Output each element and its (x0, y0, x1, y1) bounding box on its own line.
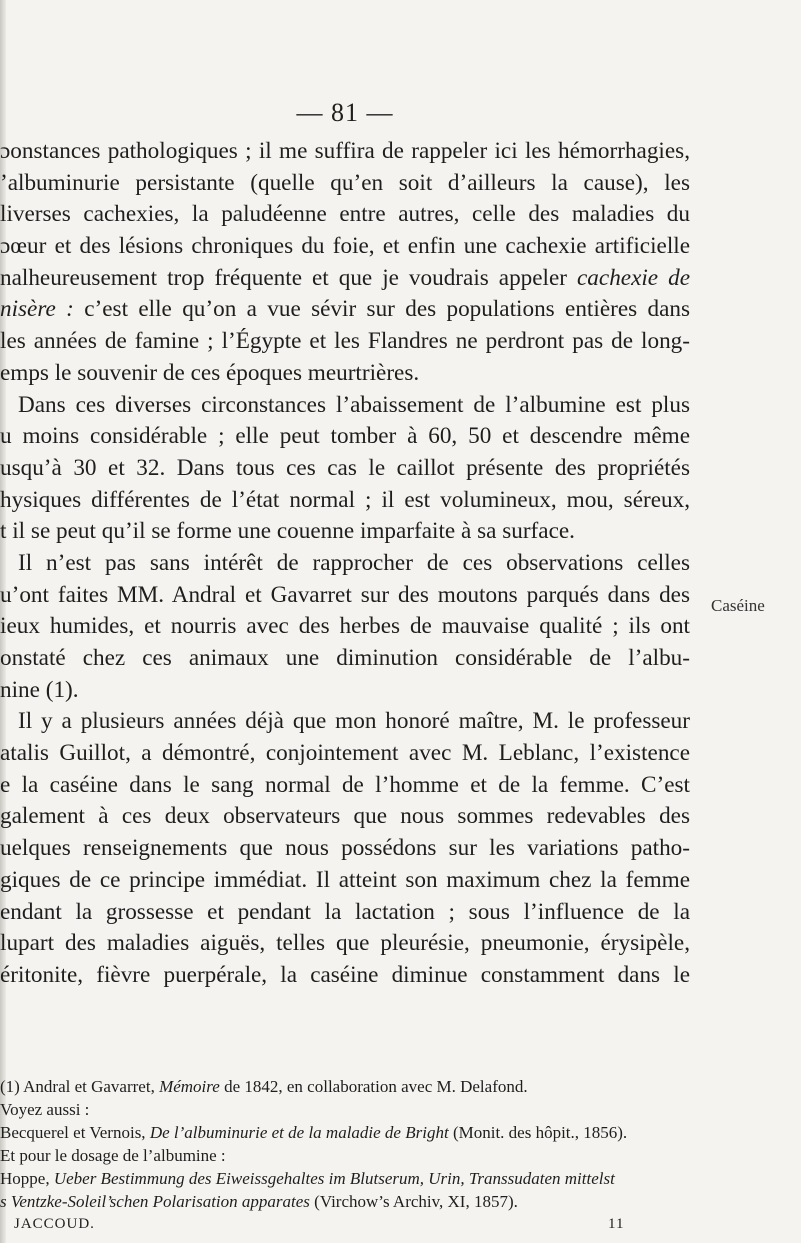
body-line-text: uelques renseignements que nous possédons sur les variations patho- (0, 835, 690, 862)
body-line-text: u moins considérable ; elle peut tomber à 60, 50 et descendre même (0, 423, 690, 450)
footnote-line (0, 1190, 690, 1213)
body-line (0, 865, 690, 897)
body-line-italic: cachexie de (577, 264, 690, 291)
footnote-text: (Virchow’s Archiv, XI, 1857). (309, 1192, 518, 1211)
footnote-line (0, 1121, 690, 1144)
footnote-text: (1) Andral et Gavarret, (0, 1077, 160, 1096)
body-line (0, 611, 690, 643)
body-line (0, 897, 690, 929)
body-line (0, 706, 690, 738)
body-line (0, 960, 690, 992)
body-text (0, 136, 690, 992)
body-line (0, 485, 690, 517)
body-line (0, 168, 690, 200)
body-line-text: ɔœur et des lésions chroniques du foie, et enfin une cachexie artificielle (0, 233, 690, 260)
body-line (0, 453, 690, 485)
footnote-line (0, 1075, 690, 1098)
body-line (0, 833, 690, 865)
body-line-text: u’ont faites MM. Andral et Gavarret sur des moutons parqués dans des (0, 581, 690, 608)
footnote-title: Mémoire (159, 1077, 220, 1096)
body-line (0, 770, 690, 802)
body-line (0, 928, 690, 960)
body-line-italic: nisère : (0, 296, 74, 323)
body-line (0, 516, 690, 548)
body-line (0, 199, 690, 231)
footnote-title: De l’albuminurie et de la maladie de Bright (149, 1123, 449, 1142)
footnote-text: Hoppe, (0, 1169, 54, 1188)
body-line (0, 263, 690, 295)
body-line-text: liverses cachexies, la paludéenne entre autres, celle des maladies du (0, 201, 690, 228)
body-line (0, 643, 690, 675)
body-line (0, 580, 690, 612)
body-line-text: Il y a plusieurs années déjà que mon honoré maître, M. le professeur (18, 708, 690, 735)
body-line (0, 326, 690, 358)
body-line (0, 548, 690, 580)
printer-signature: JACCOUD. (14, 1216, 95, 1232)
body-line-text: éritonite, fièvre puerpérale, la caséine diminue constamment dans le (0, 961, 690, 988)
body-line-text: galement à ces deux observateurs que nous sommes redevables des (0, 803, 690, 830)
body-line (0, 801, 690, 833)
body-line-text: ɔonstances pathologiques ; il me suffira de rappeler ici les hémorrhagies, (0, 138, 690, 164)
body-line (0, 358, 690, 390)
footnote-text: Voyez aussi : (0, 1100, 90, 1119)
body-line-text: nine (1). (0, 676, 79, 703)
footnote-title: Ueber Bestimmung des Eiweissgehaltes im Blutserum, Urin, Transsudaten mittelst (53, 1169, 615, 1188)
footnote-line (0, 1144, 690, 1167)
body-line (0, 421, 690, 453)
body-line (0, 390, 690, 422)
body-line (0, 738, 690, 770)
footnote-title: s Ventzke-Soleil’schen Polarisation apparates (0, 1192, 310, 1211)
body-line (0, 675, 690, 707)
margin-note: Caséine (711, 596, 765, 615)
body-line-text: ieux humides, et nourris avec des herbes de mauvaise qualité ; ils ont (0, 613, 690, 640)
footnote-text: Becquerel et Vernois, (0, 1123, 150, 1142)
body-line-text: endant la grossesse et pendant la lactation ; sous l’influence de la (0, 898, 690, 925)
footnote-line (0, 1167, 690, 1190)
footnote-text: Et pour le dosage de l’albumine : (0, 1146, 226, 1165)
body-line-text: Il n’est pas sans intérêt de rapprocher de ces observations celles (18, 549, 690, 576)
body-line-text: c’est elle qu’on a vue sévir sur des populations entières dans (73, 296, 690, 323)
body-line-text: Dans ces diverses circonstances l’abaissement de l’albumine est plus (18, 391, 690, 418)
body-line (0, 231, 690, 263)
body-line-text: t il se peut qu’il se forme une couenne imparfaite à sa surface. (0, 518, 575, 545)
body-line-text: hysiques différentes de l’état normal ; il est volumineux, mou, séreux, (0, 486, 690, 513)
footnote-text: de 1842, en collaboration avec M. Delafond. (219, 1077, 528, 1096)
body-line-text: nalheureusement trop fréquente et que je voudrais appeler (0, 264, 578, 291)
body-line-text: les années de famine ; l’Égypte et les Flandres ne perdront pas de long- (0, 328, 690, 355)
body-line-text: atalis Guillot, a démontré, conjointement avec M. Leblanc, l’existence (0, 740, 690, 767)
body-line-text: ’albuminurie persistante (quelle qu’en soit d’ailleurs la cause), les (0, 169, 690, 196)
footnote-line (0, 1098, 690, 1121)
body-line-text: onstaté chez ces animaux une diminution considérable de l’albu- (0, 645, 690, 671)
sheet-number: 11 (608, 1216, 625, 1232)
footnote-text: (Monit. des hôpit., 1856). (448, 1123, 628, 1142)
body-line (0, 136, 690, 168)
body-line-text: emps le souvenir de ces époques meurtrières. (0, 359, 420, 386)
page-number-header: — 81 — (296, 98, 394, 127)
body-line-text: e la caséine dans le sang normal de l’homme et de la femme. C’est (0, 771, 690, 798)
footnotes (0, 1075, 690, 1213)
body-line-text: lupart des maladies aiguës, telles que pleurésie, pneumonie, érysipèle, (0, 930, 690, 957)
body-line (0, 294, 690, 326)
body-line-text: usqu’à 30 et 32. Dans tous ces cas le caillot présente des propriétés (0, 454, 690, 481)
body-line-text: giques de ce principe immédiat. Il atteint son maximum chez la femme (0, 866, 690, 893)
